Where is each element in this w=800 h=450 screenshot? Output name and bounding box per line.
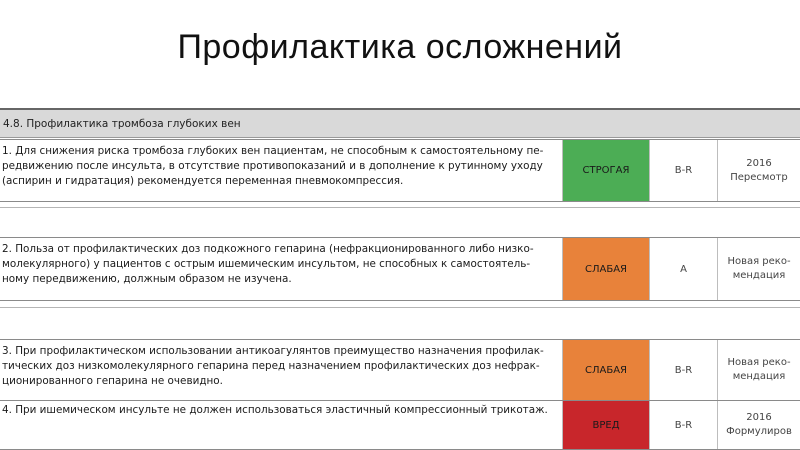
recommendation-text: 3. При профилактическом использовании антикоагулянтов преимущество назначения профилак- тических доз низкомолекулярного гепарина перед назначением профилактических доз нефрак- ционированного гепарина не очевидно.	[0, 340, 563, 400]
recommendation-text: 4. При ишемическом инсульте не должен использоваться эластичный компрессионный трикотаж.	[0, 401, 563, 449]
recommendation-text: 2. Польза от профилактических доз подкожного гепарина (нефракционированного либо низко- молекулярного) у пациентов с острым ишемическим инсультом, не способных к самостоятель- ному передвижению, должным образом не изучена.	[0, 238, 563, 300]
revision-note: Новая реко- мендация	[727, 357, 791, 382]
revision-note: 2016 Формулиров	[726, 412, 792, 437]
evidence-level: B-R	[650, 401, 718, 449]
page-title: Профилактика осложнений	[177, 28, 623, 66]
divider	[0, 307, 800, 308]
revision-note: 2016 Пересмотр	[730, 157, 788, 183]
strength-badge: СЛАБАЯ	[563, 340, 650, 400]
divider	[0, 207, 800, 208]
recommendation-text: 1. Для снижения риска тромбоза глубоких вен пациентам, не способным к самостоятельному пе- редвижению после инсульта, в отсутствие противопоказаний и в дополнение к рутинному уходу (аспирин и гидратация) рекомендуется переменная пневмокомпрессия.	[0, 140, 563, 201]
strength-badge: ВРЕД	[563, 401, 650, 449]
revision-note: Новая реко- мендация	[727, 256, 791, 281]
strength-badge: СЛАБАЯ	[563, 238, 650, 300]
evidence-level: B-R	[650, 140, 718, 201]
evidence-level: B-R	[650, 340, 718, 400]
strength-badge: СТРОГАЯ	[563, 140, 650, 201]
section-header: 4.8. Профилактика тромбоза глубоких вен	[0, 108, 800, 138]
table-row	[0, 339, 800, 401]
table-row	[0, 237, 800, 301]
evidence-level: A	[650, 238, 718, 300]
table-row	[0, 139, 800, 202]
table-row	[0, 401, 800, 450]
